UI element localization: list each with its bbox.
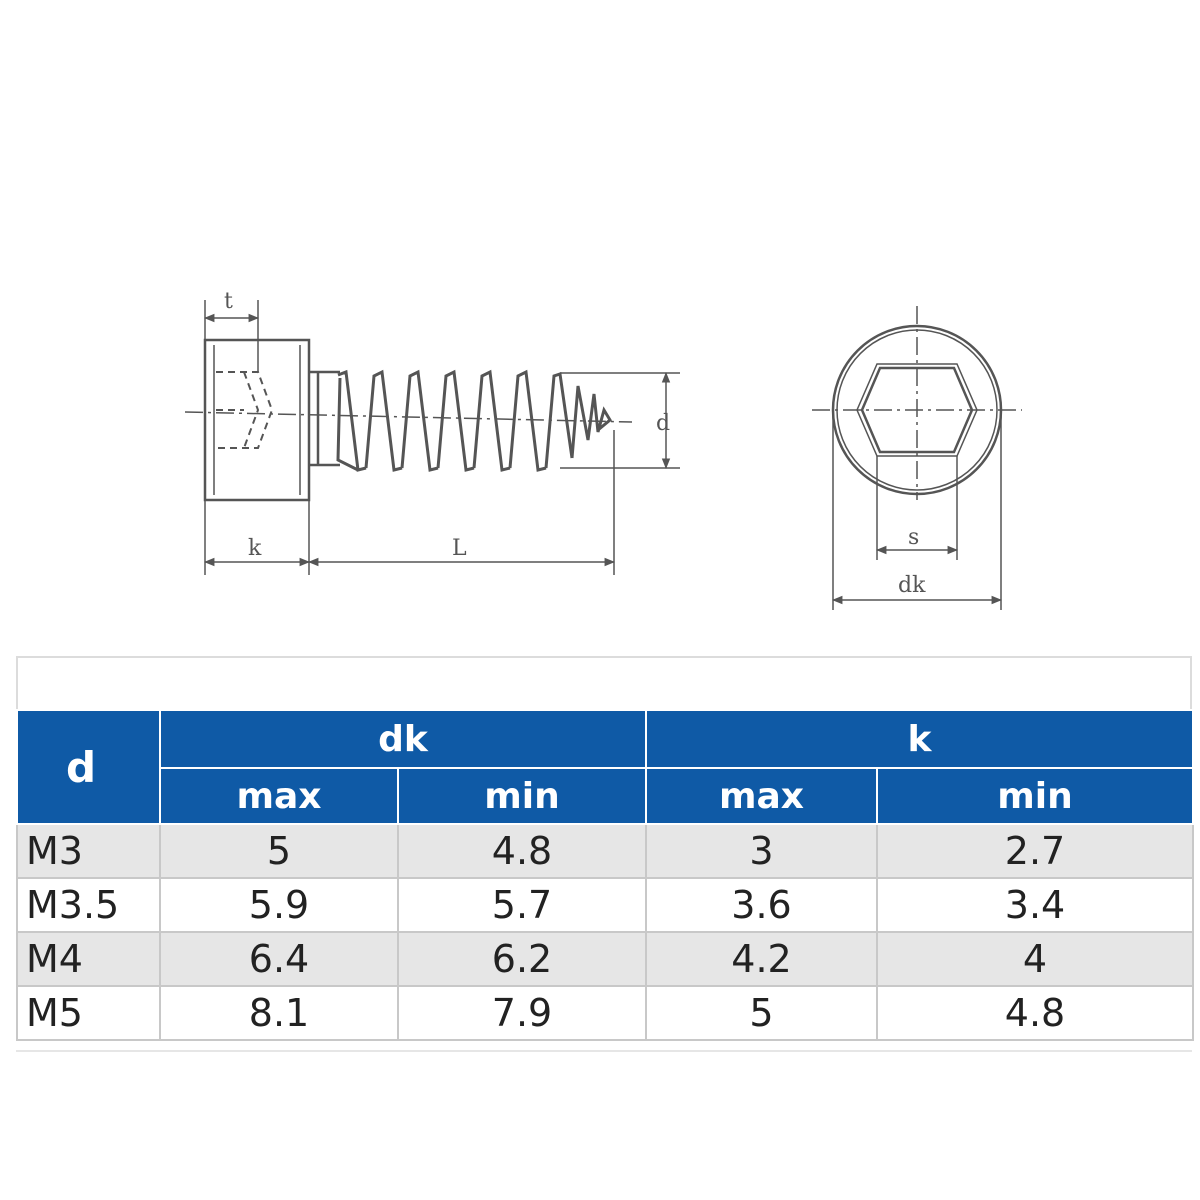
screw-head — [205, 340, 309, 500]
cell-k-max: 4.2 — [646, 932, 877, 986]
cell-dk-min: 5.7 — [398, 878, 646, 932]
cell-dk-min: 7.9 — [398, 986, 646, 1040]
cell-d: M3 — [17, 824, 160, 878]
label-dk: dk — [898, 573, 926, 598]
cell-d: M3.5 — [17, 878, 160, 932]
table-row — [17, 878, 1193, 932]
side-view — [185, 300, 680, 575]
cell-dk-max: 6.4 — [160, 932, 398, 986]
header-d: d — [17, 710, 160, 824]
cell-dk-max: 5.9 — [160, 878, 398, 932]
header-k-min: min — [877, 768, 1193, 824]
label-k: k — [248, 536, 262, 561]
header-group-k: k — [646, 710, 1193, 768]
header-dk-min: min — [398, 768, 646, 824]
cell-d: M5 — [17, 986, 160, 1040]
cell-dk-min: 4.8 — [398, 824, 646, 878]
end-view — [812, 306, 1022, 610]
table-row — [17, 824, 1193, 878]
cell-k-min: 2.7 — [877, 824, 1193, 878]
header-k-max: max — [646, 768, 877, 824]
table-frame-bottom — [16, 1050, 1192, 1052]
cell-d: M4 — [17, 932, 160, 986]
cell-k-min: 4 — [877, 932, 1193, 986]
cell-k-min: 3.4 — [877, 878, 1193, 932]
header-dk-max: max — [160, 768, 398, 824]
spec-table — [16, 709, 1194, 1041]
table-frame-right — [1190, 656, 1192, 710]
table-row — [17, 986, 1193, 1040]
cell-dk-min: 6.2 — [398, 932, 646, 986]
label-L: L — [452, 536, 467, 561]
cell-k-max: 3.6 — [646, 878, 877, 932]
screw-shank — [309, 372, 340, 465]
table-frame-left — [16, 656, 18, 710]
table-frame-top — [16, 656, 1192, 658]
label-s: s — [908, 525, 920, 550]
screw-threads — [338, 372, 572, 470]
header-group-dk: dk — [160, 710, 646, 768]
cell-k-min: 4.8 — [877, 986, 1193, 1040]
cell-k-max: 3 — [646, 824, 877, 878]
cell-dk-max: 8.1 — [160, 986, 398, 1040]
table-row — [17, 932, 1193, 986]
label-t: t — [224, 289, 233, 314]
cell-k-max: 5 — [646, 986, 877, 1040]
hex-socket-hidden — [216, 372, 272, 448]
cell-dk-max: 5 — [160, 824, 398, 878]
label-d: d — [656, 411, 671, 436]
